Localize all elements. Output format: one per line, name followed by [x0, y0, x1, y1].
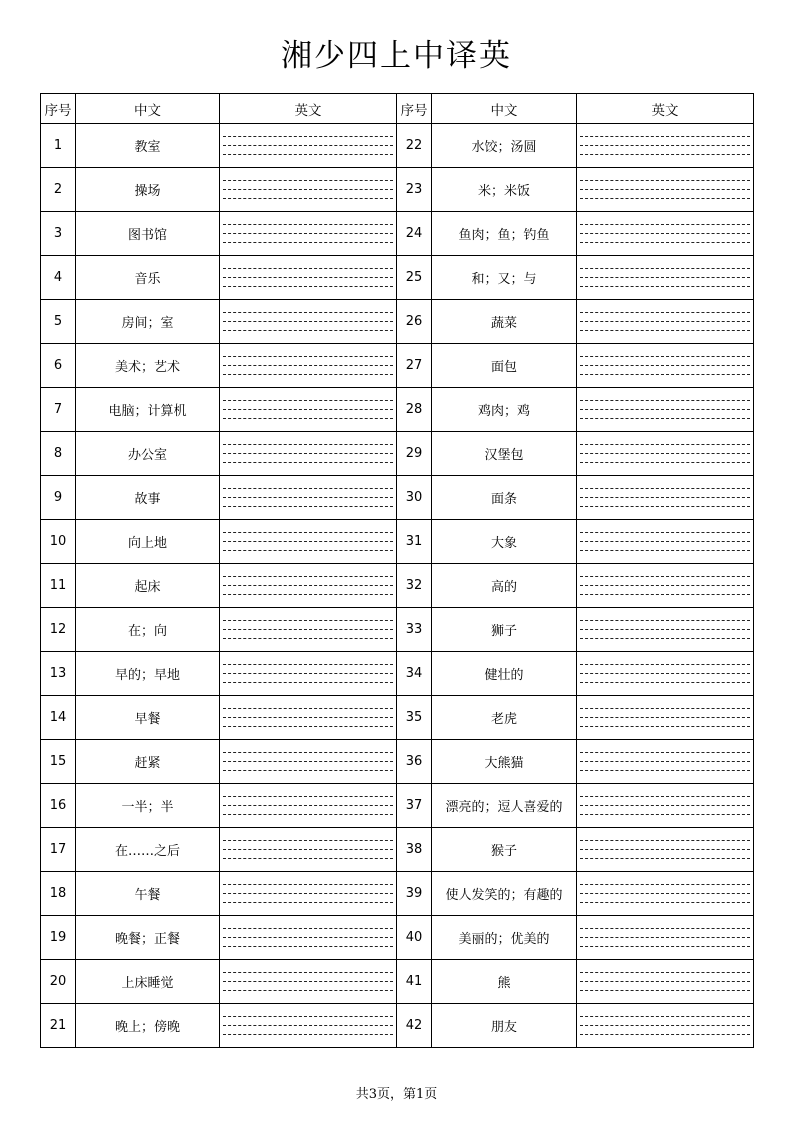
row-number: 1 — [41, 124, 76, 168]
english-answer-field[interactable] — [577, 1004, 754, 1048]
dashed-writing-line — [580, 321, 750, 322]
english-answer-field[interactable] — [577, 388, 754, 432]
english-answer-field[interactable] — [220, 828, 397, 872]
dashed-writing-line — [223, 444, 393, 445]
dashed-writing-line — [580, 664, 750, 665]
dashed-writing-line — [580, 796, 750, 797]
dashed-writing-line — [223, 673, 393, 674]
dashed-writing-line — [223, 902, 393, 903]
dashed-writing-line — [580, 180, 750, 181]
dashed-writing-line — [580, 1016, 750, 1017]
dashed-writing-line — [223, 884, 393, 885]
english-answer-field[interactable] — [577, 476, 754, 520]
dashed-writing-line — [580, 717, 750, 718]
chinese-term: 鱼肉；鱼；钓鱼 — [432, 212, 577, 256]
chinese-term: 美丽的；优美的 — [432, 916, 577, 960]
page-title: 湘少四上中译英 — [281, 38, 512, 74]
dashed-writing-line — [580, 884, 750, 885]
header-index-left: 序号 — [41, 94, 76, 124]
dashed-writing-line — [223, 858, 393, 859]
dashed-writing-line — [223, 145, 393, 146]
dashed-writing-line — [580, 233, 750, 234]
row-number: 35 — [397, 696, 432, 740]
dashed-writing-line — [580, 752, 750, 753]
chinese-term: 水饺；汤圆 — [432, 124, 577, 168]
dashed-writing-line — [223, 268, 393, 269]
chinese-term: 老虎 — [432, 696, 577, 740]
dashed-writing-line — [223, 374, 393, 375]
table-row — [41, 432, 754, 476]
chinese-term: 在；向 — [76, 608, 220, 652]
dashed-writing-line — [223, 937, 393, 938]
english-answer-field[interactable] — [220, 564, 397, 608]
dashed-writing-line — [223, 356, 393, 357]
dashed-writing-line — [580, 330, 750, 331]
row-number: 39 — [397, 872, 432, 916]
chinese-term: 狮子 — [432, 608, 577, 652]
dashed-writing-line — [580, 242, 750, 243]
dashed-writing-line — [223, 497, 393, 498]
chinese-term: 故事 — [76, 476, 220, 520]
header-index-right: 序号 — [397, 94, 432, 124]
dashed-writing-line — [223, 682, 393, 683]
row-number: 2 — [41, 168, 76, 212]
vocab-table — [40, 93, 754, 1048]
english-answer-field[interactable] — [220, 696, 397, 740]
english-answer-field[interactable] — [577, 960, 754, 1004]
chinese-term: 高的 — [432, 564, 577, 608]
english-answer-field[interactable] — [220, 872, 397, 916]
chinese-term: 汉堡包 — [432, 432, 577, 476]
chinese-term: 漂亮的；逗人喜爱的 — [432, 784, 577, 828]
dashed-writing-line — [580, 145, 750, 146]
dashed-writing-line — [223, 541, 393, 542]
header-chinese-right: 中文 — [432, 94, 577, 124]
row-number: 9 — [41, 476, 76, 520]
dashed-writing-line — [580, 1025, 750, 1026]
dashed-writing-line — [223, 330, 393, 331]
dashed-writing-line — [223, 752, 393, 753]
dashed-writing-line — [223, 1025, 393, 1026]
row-number: 10 — [41, 520, 76, 564]
dashed-writing-line — [580, 849, 750, 850]
dashed-writing-line — [580, 154, 750, 155]
dashed-writing-line — [223, 576, 393, 577]
dashed-writing-line — [223, 1034, 393, 1035]
row-number: 26 — [397, 300, 432, 344]
table-row — [41, 652, 754, 696]
english-answer-field[interactable] — [577, 344, 754, 388]
dashed-writing-line — [580, 981, 750, 982]
english-answer-field[interactable] — [577, 520, 754, 564]
row-number: 29 — [397, 432, 432, 476]
dashed-writing-line — [223, 532, 393, 533]
table-row — [41, 872, 754, 916]
dashed-writing-line — [580, 840, 750, 841]
dashed-writing-line — [580, 136, 750, 137]
dashed-writing-line — [580, 356, 750, 357]
table-row — [41, 564, 754, 608]
english-answer-field[interactable] — [577, 916, 754, 960]
english-answer-field[interactable] — [220, 1004, 397, 1048]
dashed-writing-line — [580, 189, 750, 190]
english-answer-field[interactable] — [220, 168, 397, 212]
table-row — [41, 784, 754, 828]
dashed-writing-line — [223, 180, 393, 181]
dashed-writing-line — [223, 594, 393, 595]
chinese-term: 鸡肉；鸡 — [432, 388, 577, 432]
chinese-term: 一半；半 — [76, 784, 220, 828]
dashed-writing-line — [223, 488, 393, 489]
dashed-writing-line — [223, 726, 393, 727]
table-row — [41, 124, 754, 168]
dashed-writing-line — [580, 497, 750, 498]
dashed-writing-line — [580, 462, 750, 463]
table-row — [41, 476, 754, 520]
english-answer-field[interactable] — [577, 696, 754, 740]
dashed-writing-line — [580, 928, 750, 929]
dashed-writing-line — [223, 453, 393, 454]
row-number: 31 — [397, 520, 432, 564]
dashed-writing-line — [223, 708, 393, 709]
dashed-writing-line — [580, 453, 750, 454]
dashed-writing-line — [580, 638, 750, 639]
chinese-term: 晚上；傍晚 — [76, 1004, 220, 1048]
english-answer-field[interactable] — [220, 520, 397, 564]
chinese-term: 晚餐；正餐 — [76, 916, 220, 960]
english-answer-field[interactable] — [577, 740, 754, 784]
dashed-writing-line — [580, 708, 750, 709]
row-number: 20 — [41, 960, 76, 1004]
dashed-writing-line — [580, 946, 750, 947]
english-answer-field[interactable] — [220, 608, 397, 652]
row-number: 22 — [397, 124, 432, 168]
dashed-writing-line — [223, 664, 393, 665]
chinese-term: 米；米饭 — [432, 168, 577, 212]
header-english-left: 英文 — [220, 94, 397, 124]
row-number: 7 — [41, 388, 76, 432]
dashed-writing-line — [580, 805, 750, 806]
dashed-writing-line — [580, 620, 750, 621]
chinese-term: 使人发笑的；有趣的 — [432, 872, 577, 916]
dashed-writing-line — [223, 981, 393, 982]
chinese-term: 猴子 — [432, 828, 577, 872]
table-row — [41, 300, 754, 344]
dashed-writing-line — [580, 224, 750, 225]
dashed-writing-line — [580, 726, 750, 727]
dashed-writing-line — [223, 550, 393, 551]
dashed-writing-line — [580, 761, 750, 762]
header-chinese-left: 中文 — [76, 94, 220, 124]
dashed-writing-line — [223, 136, 393, 137]
row-number: 42 — [397, 1004, 432, 1048]
chinese-term: 教室 — [76, 124, 220, 168]
row-number: 34 — [397, 652, 432, 696]
english-answer-field[interactable] — [577, 124, 754, 168]
dashed-writing-line — [223, 462, 393, 463]
dashed-writing-line — [580, 277, 750, 278]
dashed-writing-line — [580, 409, 750, 410]
dashed-writing-line — [223, 717, 393, 718]
english-answer-field[interactable] — [577, 828, 754, 872]
chinese-term: 蔬菜 — [432, 300, 577, 344]
table-row — [41, 828, 754, 872]
dashed-writing-line — [223, 849, 393, 850]
dashed-writing-line — [223, 233, 393, 234]
dashed-writing-line — [223, 585, 393, 586]
row-number: 27 — [397, 344, 432, 388]
chinese-term: 向上地 — [76, 520, 220, 564]
chinese-term: 朋友 — [432, 1004, 577, 1048]
row-number: 18 — [41, 872, 76, 916]
row-number: 28 — [397, 388, 432, 432]
table-row — [41, 520, 754, 564]
dashed-writing-line — [580, 286, 750, 287]
chinese-term: 电脑；计算机 — [76, 388, 220, 432]
row-number: 30 — [397, 476, 432, 520]
english-answer-field[interactable] — [577, 872, 754, 916]
chinese-term: 大象 — [432, 520, 577, 564]
chinese-term: 办公室 — [76, 432, 220, 476]
dashed-writing-line — [223, 840, 393, 841]
dashed-writing-line — [580, 550, 750, 551]
row-number: 11 — [41, 564, 76, 608]
chinese-term: 面包 — [432, 344, 577, 388]
chinese-term: 健壮的 — [432, 652, 577, 696]
table-row — [41, 608, 754, 652]
dashed-writing-line — [223, 761, 393, 762]
row-number: 37 — [397, 784, 432, 828]
english-answer-field[interactable] — [220, 960, 397, 1004]
row-number: 41 — [397, 960, 432, 1004]
page-footer: 共3页，第1页 — [355, 1087, 438, 1102]
dashed-writing-line — [580, 541, 750, 542]
dashed-writing-line — [223, 805, 393, 806]
dashed-writing-line — [580, 268, 750, 269]
row-number: 19 — [41, 916, 76, 960]
dashed-writing-line — [223, 321, 393, 322]
dashed-writing-line — [580, 365, 750, 366]
english-answer-field[interactable] — [577, 608, 754, 652]
dashed-writing-line — [223, 409, 393, 410]
english-answer-field[interactable] — [220, 300, 397, 344]
chinese-term: 早餐 — [76, 696, 220, 740]
dashed-writing-line — [223, 198, 393, 199]
row-number: 40 — [397, 916, 432, 960]
dashed-writing-line — [580, 488, 750, 489]
table-row — [41, 168, 754, 212]
chinese-term: 和；又；与 — [432, 256, 577, 300]
chinese-term: 在……之后 — [76, 828, 220, 872]
dashed-writing-line — [580, 400, 750, 401]
english-answer-field[interactable] — [577, 300, 754, 344]
dashed-writing-line — [223, 286, 393, 287]
dashed-writing-line — [223, 154, 393, 155]
dashed-writing-line — [580, 770, 750, 771]
chinese-term: 操场 — [76, 168, 220, 212]
english-answer-field[interactable] — [220, 740, 397, 784]
chinese-term: 大熊猫 — [432, 740, 577, 784]
dashed-writing-line — [580, 814, 750, 815]
dashed-writing-line — [580, 629, 750, 630]
table-body — [41, 124, 754, 1048]
english-answer-field[interactable] — [220, 476, 397, 520]
dashed-writing-line — [580, 418, 750, 419]
table-row — [41, 740, 754, 784]
dashed-writing-line — [223, 629, 393, 630]
chinese-term: 音乐 — [76, 256, 220, 300]
dashed-writing-line — [580, 937, 750, 938]
dashed-writing-line — [580, 374, 750, 375]
dashed-writing-line — [223, 224, 393, 225]
english-answer-field[interactable] — [220, 212, 397, 256]
header-english-right: 英文 — [577, 94, 754, 124]
row-number: 21 — [41, 1004, 76, 1048]
dashed-writing-line — [580, 972, 750, 973]
row-number: 15 — [41, 740, 76, 784]
dashed-writing-line — [223, 418, 393, 419]
dashed-writing-line — [580, 990, 750, 991]
table-row — [41, 388, 754, 432]
dashed-writing-line — [580, 198, 750, 199]
dashed-writing-line — [580, 506, 750, 507]
row-number: 23 — [397, 168, 432, 212]
english-answer-field[interactable] — [220, 344, 397, 388]
row-number: 38 — [397, 828, 432, 872]
english-answer-field[interactable] — [577, 432, 754, 476]
dashed-writing-line — [223, 638, 393, 639]
dashed-writing-line — [223, 189, 393, 190]
row-number: 17 — [41, 828, 76, 872]
dashed-writing-line — [223, 972, 393, 973]
dashed-writing-line — [223, 893, 393, 894]
english-answer-field[interactable] — [577, 652, 754, 696]
dashed-writing-line — [580, 682, 750, 683]
table-row — [41, 256, 754, 300]
chinese-term: 起床 — [76, 564, 220, 608]
table-row — [41, 916, 754, 960]
table-row — [41, 344, 754, 388]
row-number: 14 — [41, 696, 76, 740]
row-number: 12 — [41, 608, 76, 652]
dashed-writing-line — [223, 242, 393, 243]
english-answer-field[interactable] — [220, 652, 397, 696]
row-number: 33 — [397, 608, 432, 652]
english-answer-field[interactable] — [577, 564, 754, 608]
row-number: 32 — [397, 564, 432, 608]
dashed-writing-line — [580, 858, 750, 859]
row-number: 8 — [41, 432, 76, 476]
row-number: 36 — [397, 740, 432, 784]
dashed-writing-line — [223, 796, 393, 797]
dashed-writing-line — [223, 1016, 393, 1017]
table-row — [41, 1004, 754, 1048]
row-number: 5 — [41, 300, 76, 344]
english-answer-field[interactable] — [220, 916, 397, 960]
dashed-writing-line — [223, 928, 393, 929]
chinese-term: 熊 — [432, 960, 577, 1004]
dashed-writing-line — [223, 620, 393, 621]
chinese-term: 图书馆 — [76, 212, 220, 256]
english-answer-field[interactable] — [220, 784, 397, 828]
english-answer-field[interactable] — [220, 124, 397, 168]
chinese-term: 房间；室 — [76, 300, 220, 344]
dashed-writing-line — [223, 506, 393, 507]
row-number: 3 — [41, 212, 76, 256]
dashed-writing-line — [223, 277, 393, 278]
dashed-writing-line — [580, 444, 750, 445]
chinese-term: 上床睡觉 — [76, 960, 220, 1004]
chinese-term: 美术；艺术 — [76, 344, 220, 388]
table-row — [41, 960, 754, 1004]
chinese-term: 早的；早地 — [76, 652, 220, 696]
english-answer-field[interactable] — [220, 432, 397, 476]
row-number: 13 — [41, 652, 76, 696]
english-answer-field[interactable] — [220, 256, 397, 300]
dashed-writing-line — [223, 770, 393, 771]
chinese-term: 赶紧 — [76, 740, 220, 784]
row-number: 24 — [397, 212, 432, 256]
dashed-writing-line — [223, 990, 393, 991]
english-answer-field[interactable] — [577, 168, 754, 212]
english-answer-field[interactable] — [577, 212, 754, 256]
table-row — [41, 212, 754, 256]
dashed-writing-line — [580, 673, 750, 674]
row-number: 16 — [41, 784, 76, 828]
row-number: 25 — [397, 256, 432, 300]
dashed-writing-line — [580, 312, 750, 313]
dashed-writing-line — [580, 902, 750, 903]
dashed-writing-line — [223, 365, 393, 366]
row-number: 6 — [41, 344, 76, 388]
header-row — [41, 94, 754, 124]
chinese-term: 面条 — [432, 476, 577, 520]
dashed-writing-line — [580, 1034, 750, 1035]
dashed-writing-line — [223, 814, 393, 815]
dashed-writing-line — [580, 893, 750, 894]
dashed-writing-line — [223, 400, 393, 401]
row-number: 4 — [41, 256, 76, 300]
table-row — [41, 696, 754, 740]
dashed-writing-line — [580, 594, 750, 595]
dashed-writing-line — [223, 312, 393, 313]
dashed-writing-line — [580, 576, 750, 577]
dashed-writing-line — [580, 585, 750, 586]
dashed-writing-line — [580, 532, 750, 533]
english-answer-field[interactable] — [577, 256, 754, 300]
chinese-term: 午餐 — [76, 872, 220, 916]
english-answer-field[interactable] — [577, 784, 754, 828]
english-answer-field[interactable] — [220, 388, 397, 432]
dashed-writing-line — [223, 946, 393, 947]
